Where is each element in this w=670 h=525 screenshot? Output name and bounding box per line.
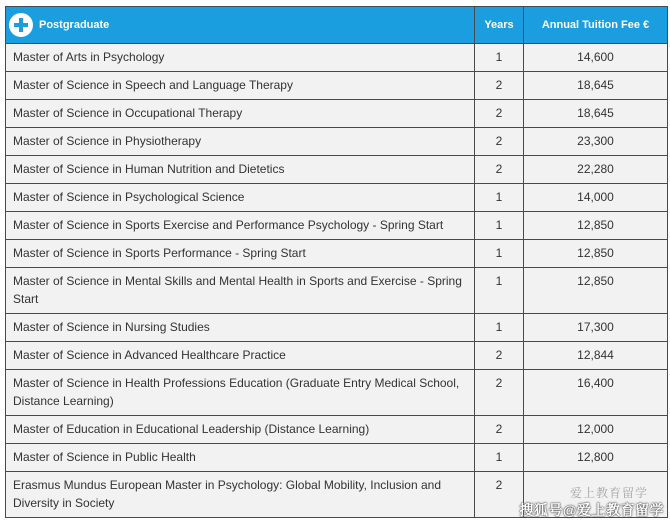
annual-fee-cell: 16,400 — [524, 370, 668, 416]
table-row — [6, 314, 668, 342]
tuition-fee-table — [5, 6, 668, 518]
annual-fee-cell: 18,645 — [524, 72, 668, 100]
program-name-cell: Master of Education in Educational Leadership (Distance Learning) — [6, 416, 475, 444]
program-name-cell: Master of Science in Sports Performance - Spring Start — [6, 240, 475, 268]
years-cell: 1 — [475, 184, 524, 212]
table-row — [6, 44, 668, 72]
table-row — [6, 416, 668, 444]
annual-fee-cell: 12,850 — [524, 240, 668, 268]
program-name-cell: Master of Science in Sports Exercise and Performance Psychology - Spring Start — [6, 212, 475, 240]
years-cell: 2 — [475, 156, 524, 184]
table-row — [6, 128, 668, 156]
column-header-program[interactable] — [6, 7, 475, 44]
annual-fee-cell: 23,300 — [524, 128, 668, 156]
table-row — [6, 472, 668, 518]
years-cell: 1 — [475, 444, 524, 472]
program-name-cell: Master of Science in Human Nutrition and Dietetics — [6, 156, 475, 184]
program-name-cell: Master of Science in Nursing Studies — [6, 314, 475, 342]
program-name-cell: Master of Science in Physiotherapy — [6, 128, 475, 156]
annual-fee-cell: 14,000 — [524, 184, 668, 212]
years-cell: 2 — [475, 342, 524, 370]
program-name-cell: Master of Science in Occupational Therapy — [6, 100, 475, 128]
column-header-fee: Annual Tuition Fee € — [524, 7, 668, 44]
column-header-years: Years — [475, 7, 524, 44]
years-cell: 1 — [475, 268, 524, 314]
program-name-cell: Master of Arts in Psychology — [6, 44, 475, 72]
years-cell: 2 — [475, 472, 524, 518]
years-cell: 2 — [475, 100, 524, 128]
annual-fee-cell: 12,844 — [524, 342, 668, 370]
program-name-cell: Master of Science in Speech and Language Therapy — [6, 72, 475, 100]
annual-fee-cell: 12,800 — [524, 444, 668, 472]
program-name-cell: Erasmus Mundus European Master in Psychology: Global Mobility, Inclusion and Diversity in Society — [6, 472, 475, 518]
annual-fee-cell: 12,000 — [524, 416, 668, 444]
years-cell: 2 — [475, 370, 524, 416]
table-row — [6, 342, 668, 370]
years-cell: 2 — [475, 128, 524, 156]
expand-plus-icon[interactable] — [9, 13, 33, 37]
table-row — [6, 72, 668, 100]
table-row — [6, 156, 668, 184]
annual-fee-cell: 22,280 — [524, 156, 668, 184]
table-row — [6, 240, 668, 268]
program-name-cell: Master of Science in Advanced Healthcare Practice — [6, 342, 475, 370]
watermark-line-1: 爱上教育留学 — [569, 486, 648, 500]
annual-fee-cell: 14,600 — [524, 44, 668, 72]
years-cell: 2 — [475, 72, 524, 100]
column-header-program-label: Postgraduate — [39, 19, 110, 31]
program-name-cell: Master of Science in Psychological Science — [6, 184, 475, 212]
years-cell: 1 — [475, 314, 524, 342]
annual-fee-cell: 12,850 — [524, 268, 668, 314]
table-row — [6, 100, 668, 128]
program-name-cell: Master of Science in Public Health — [6, 444, 475, 472]
annual-fee-cell — [524, 472, 668, 518]
years-cell: 2 — [475, 416, 524, 444]
years-cell: 1 — [475, 44, 524, 72]
table-row — [6, 370, 668, 416]
table-body — [6, 44, 668, 518]
years-cell: 1 — [475, 212, 524, 240]
watermark-line-2: 搜狐号@爱上教育留学 — [519, 502, 664, 518]
table-row — [6, 184, 668, 212]
table-row — [6, 444, 668, 472]
annual-fee-cell: 17,300 — [524, 314, 668, 342]
program-name-cell: Master of Science in Health Professions Education (Graduate Entry Medical School, Distance Learning) — [6, 370, 475, 416]
annual-fee-cell: 18,645 — [524, 100, 668, 128]
table-row — [6, 268, 668, 314]
program-name-cell: Master of Science in Mental Skills and Mental Health in Sports and Exercise - Spring Start — [6, 268, 475, 314]
years-cell: 1 — [475, 240, 524, 268]
annual-fee-cell: 12,850 — [524, 212, 668, 240]
table-header — [6, 7, 668, 44]
table-row — [6, 212, 668, 240]
